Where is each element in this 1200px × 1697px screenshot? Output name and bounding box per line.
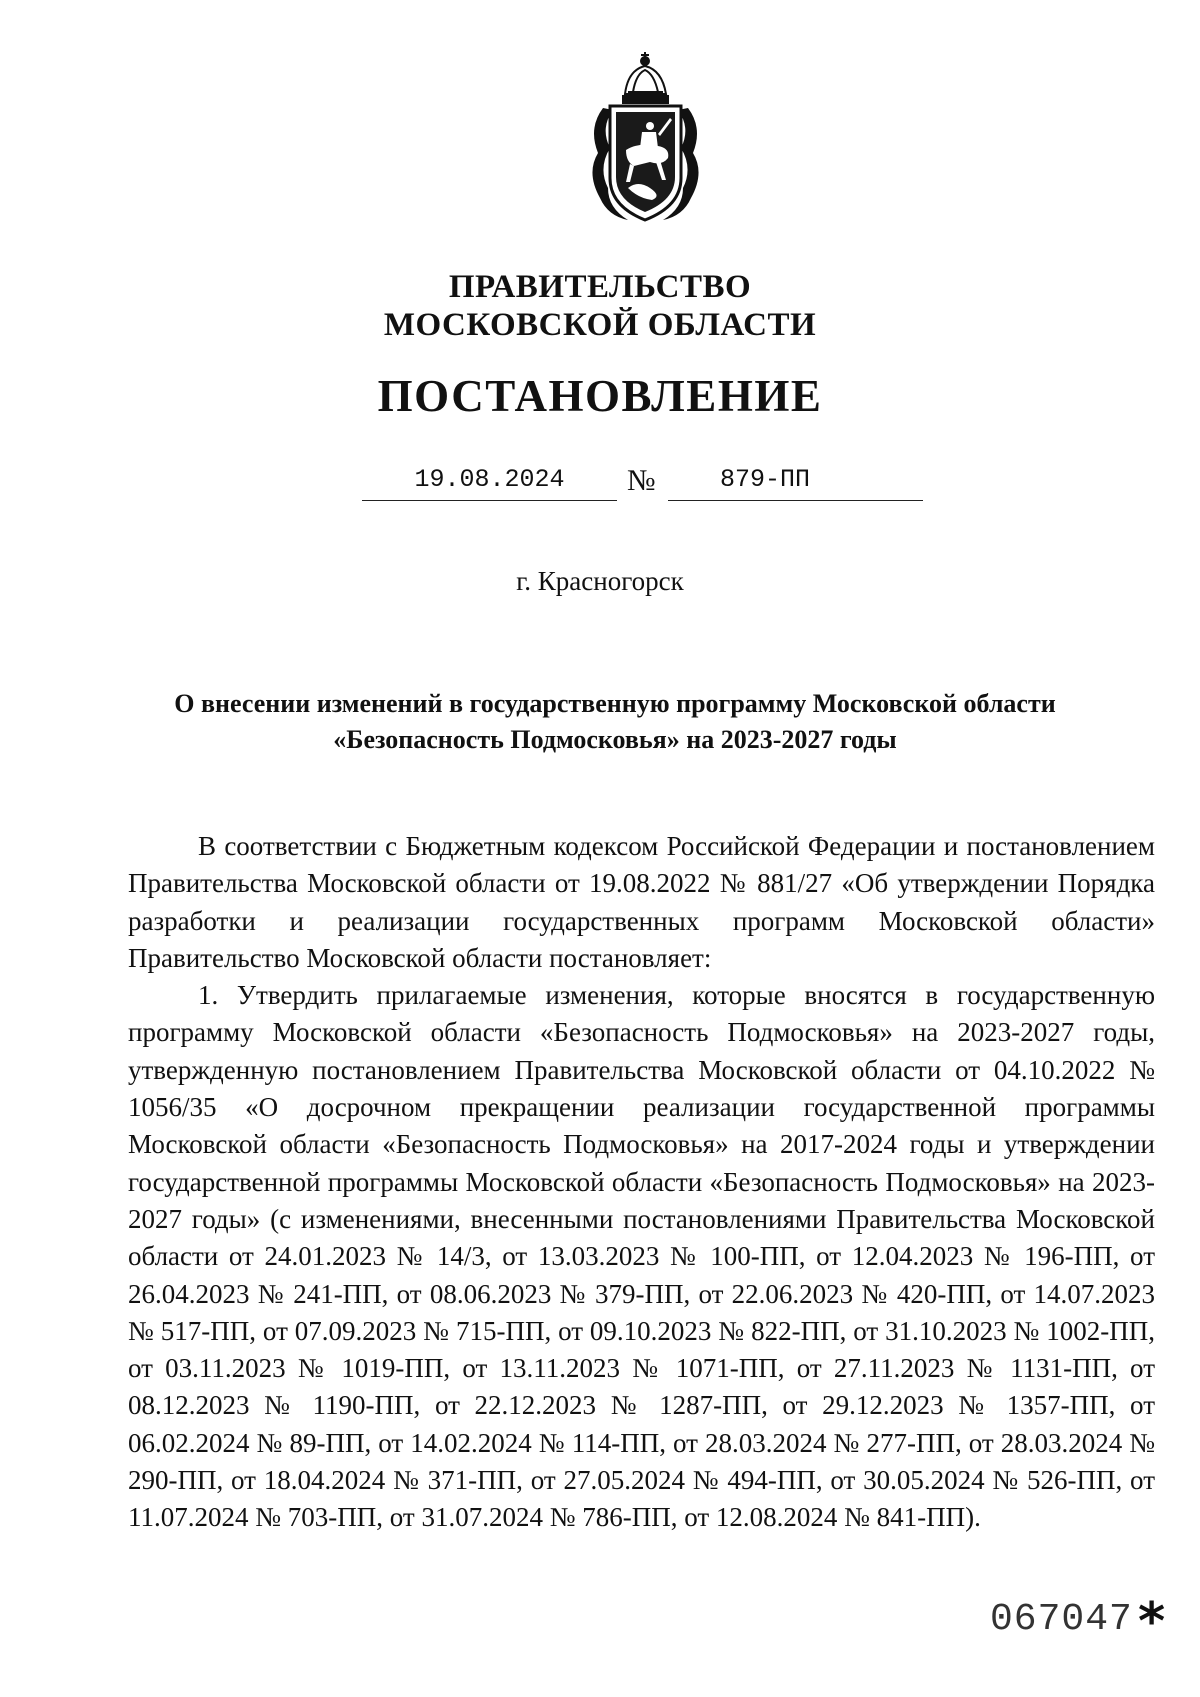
body-paragraph-1: В соответствии с Бюджетным кодексом Российской Федерации и постановлением Правительства Московской области от 19.08.2022 № 881/27 «Об утверждении Порядка разработки и реализации государственных программ Московской области» Правительство Московской области постановляет: <box>128 831 1155 973</box>
moscow-oblast-coat-of-arms-icon <box>578 48 713 230</box>
city: г. Красногорск <box>516 566 684 596</box>
document-body <box>128 828 1155 1537</box>
number-sign: № <box>627 464 656 497</box>
org-name-line2: МОСКОВСКОЙ ОБЛАСТИ <box>383 307 817 343</box>
org-name-line1: ПРАВИТЕЛЬСТВО <box>448 269 752 305</box>
document-date: 19.08.2024 <box>362 460 617 501</box>
body-paragraph-2: 1. Утвердить прилагаемые изменения, которые вносятся в государственную программу Московской области «Безопасность Подмосковья» на 2023-2027 годы, утвержденную постановлением Правительства Московской области от 04.10.2022 № 1056/35 «О досрочном прекращении реализации государственной программы Московской области «Безопасность Подмосковья» на 2017-2024 годы и утверждении государственной программы Московской области «Безопасность Подмосковья» на 2023-2027 годы» (с изменениями, внесенными постановлениями Правительства Московской области от 24.01.2023 № 14/3, от 13.03.2023 № 100-ПП, от 12.04.2023 № 196-ПП, от 26.04.2023 № 241-ПП, от 08.06.2023 № 379-ПП, от 22.06.2023 № 420-ПП, от 14.07.2023 № 517-ПП, от 07.09.2023 № 715-ПП, от 09.10.2023 № 822-ПП, от 31.10.2023 № 1002-ПП, от 03.11.2023 № 1019-ПП, от 13.11.2023 № 1071-ПП, от 27.11.2023 № 1131-ПП, от 08.12.2023 № 1190-ПП, от 22.12.2023 № 1287-ПП, от 29.12.2023 № 1357-ПП, от 06.02.2024 № 89-ПП, от 14.02.2024 № 114-ПП, от 28.03.2024 № 277-ПП, от 28.03.2024 № 290-ПП, от 18.04.2024 № 371-ПП, от 27.05.2024 № 494-ПП, от 30.05.2024 № 526-ПП, от 11.07.2024 № 703-ПП, от 31.07.2024 № 786-ПП, от 12.08.2024 № 841-ПП). <box>128 980 1155 1533</box>
document-title-line2: «Безопасность Подмосковья» на 2023-2027 годы <box>333 725 897 754</box>
document-type: ПОСТАНОВЛЕНИЕ <box>377 371 823 421</box>
document-number: 879-ПП <box>668 460 923 501</box>
serial-number: 067047 <box>990 1598 1133 1641</box>
document-title <box>120 686 1110 758</box>
document-title-line1: О внесении изменений в государственную программу Московской области <box>174 689 1056 718</box>
serial-mark: * <box>1138 1592 1166 1652</box>
